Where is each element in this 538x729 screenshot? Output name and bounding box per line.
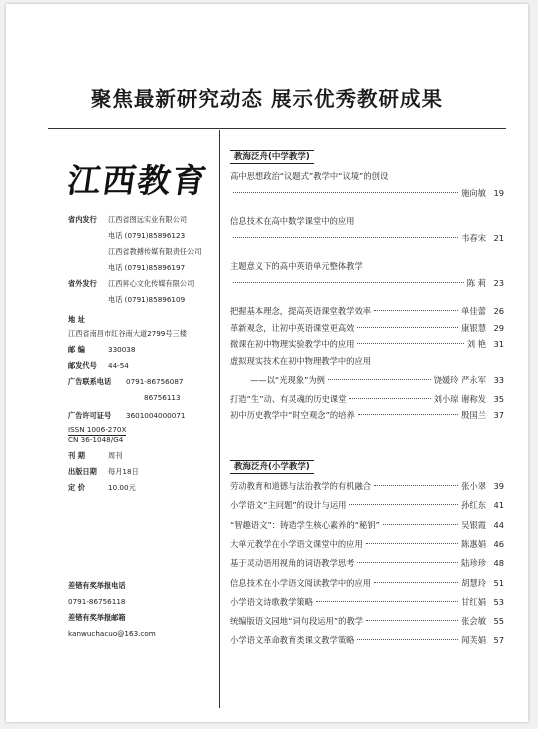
info-value: 330038 (108, 345, 136, 354)
info-value: 电话 (0791)85896109 (108, 295, 186, 304)
page-number: 57 (493, 635, 504, 646)
toc-entry[interactable] (230, 519, 504, 531)
toc-entry[interactable] (230, 374, 504, 386)
info-label: 广告许可证号 (68, 411, 112, 420)
article-title: 高中思想政治“议题式”教学中“议境”的创设 (230, 171, 389, 181)
article-title: 虚拟现实技术在初中物理教学中的应用 (230, 355, 372, 366)
page-number: 53 (493, 596, 504, 607)
toc-entry[interactable] (230, 499, 504, 511)
article-author: 张小翠 (461, 481, 486, 491)
leader-dots (349, 398, 430, 399)
info-label: 邮发代号 (68, 361, 97, 370)
leader-dots (328, 379, 431, 380)
article-title: 微课在初中物理实验教学中的应用 (230, 339, 355, 349)
leader-dots (383, 524, 458, 525)
page-headline: 聚焦最新研究动态 展示优秀教研成果 (90, 87, 444, 111)
article-title: 劳动教育和道德与法治教学的有机融合 (230, 481, 372, 491)
info-label: 广告联系电话 (68, 377, 112, 386)
toc-entry[interactable] (230, 577, 504, 589)
toc-entry[interactable] (230, 305, 504, 317)
info-value: 江西省图远实业有限公司 (108, 215, 188, 224)
info-value: 44-54 (108, 361, 129, 370)
info-label: 地 址 (68, 315, 85, 324)
page-number: 29 (493, 322, 504, 333)
toc-entry[interactable] (230, 634, 504, 646)
leader-dots (374, 310, 458, 311)
article-author: 康银慧 (461, 322, 486, 333)
toc-entry[interactable] (230, 277, 504, 289)
report-phone: 0791-86756118 (68, 597, 126, 606)
article-author: 陈 莉 (466, 278, 486, 288)
toc-entry[interactable] (230, 596, 504, 608)
article-title: 基于灵动语用视角的词语教学思考 (230, 558, 355, 569)
article-author: 张会敏 (461, 616, 486, 627)
report-email: kanwuchacuo@163.com (68, 629, 156, 638)
toc-entry[interactable] (230, 232, 504, 244)
info-value: 0791-86756087 (126, 377, 184, 386)
info-value: ISSN 1006-270X (68, 425, 127, 434)
page-number: 41 (493, 500, 504, 511)
toc-entry[interactable] (230, 322, 504, 334)
page-number: 48 (493, 558, 504, 569)
article-title: 大单元教学在小学语文课堂中的应用 (230, 538, 363, 549)
article-title: 小学语文“主问题”的设计与运用 (230, 500, 347, 511)
page-number: 44 (493, 519, 504, 530)
article-author: 单佳蕾 (461, 306, 486, 316)
article-author: 殷国兰 (461, 410, 486, 420)
report-email-title: 差错有奖举报邮箱 (68, 613, 126, 622)
info-value: 3601004000071 (126, 411, 186, 420)
article-author: 饶媛玲 严永军 (433, 374, 486, 385)
article-title: “智趣语文”：铸造学生核心素养的“秘钥” (230, 519, 380, 530)
info-value: 江西省教搏传媒有限责任公司 (108, 247, 202, 256)
toc-entry[interactable] (230, 615, 504, 627)
info-value: 每月18日 (108, 467, 139, 476)
leader-dots (357, 639, 458, 640)
info-label: 刊 期 (68, 451, 85, 460)
page-number: 39 (493, 481, 504, 491)
leader-dots (357, 327, 458, 328)
leader-dots (366, 620, 458, 621)
info-value: 周刊 (108, 451, 123, 460)
info-value: 电话 (0791)85896123 (108, 231, 186, 240)
page-number: 55 (493, 616, 504, 627)
info-value: 江西昇心文化传媒有限公司 (108, 279, 195, 288)
leader-dots (374, 582, 458, 583)
info-value: 江西省南昌市红谷南大道2799号三楼 (68, 329, 187, 338)
toc-entry[interactable] (230, 187, 504, 199)
info-value: 10.00元 (108, 483, 136, 492)
article-title: 主题意义下的高中英语单元整体教学 (230, 261, 363, 271)
article-author: 韦春宋 (461, 233, 486, 243)
page-number: 51 (493, 577, 504, 588)
leader-dots (316, 601, 458, 602)
leader-dots (366, 543, 458, 544)
magazine-logo: 江西教育 (64, 161, 211, 200)
page (6, 4, 528, 722)
column-divider (219, 130, 220, 708)
article-author: 陆珍珍 (461, 558, 486, 569)
leader-dots (357, 343, 463, 344)
info-label: 定 价 (68, 483, 85, 492)
leader-dots (233, 192, 458, 193)
page-number: 26 (493, 306, 504, 316)
page-number: 46 (493, 538, 504, 549)
page-number: 35 (493, 393, 504, 404)
article-title: 初中历史教学中“时空观念”的培养 (230, 410, 355, 420)
article-title: 统编版语文园地“词句段运用”的教学 (230, 616, 364, 627)
article-author: 刘 艳 (466, 339, 486, 349)
info-label: 省内发行 (68, 215, 97, 224)
article-author: 胡慧玲 (461, 577, 486, 588)
section-header: 教海泛舟(中学教学) (230, 150, 314, 164)
article-title: ——以“光现象”为例 (250, 374, 325, 385)
toc-entry[interactable] (230, 557, 504, 569)
article-author: 闻芙娟 (461, 635, 486, 646)
info-label: 省外发行 (68, 279, 97, 288)
article-title: 把握基本理念，提高英语课堂教学效率 (230, 306, 372, 316)
article-author: 孙红东 (461, 500, 486, 511)
toc-entry[interactable] (230, 480, 504, 492)
page-number: 21 (493, 233, 504, 243)
info-value: 电话 (0791)85896197 (108, 263, 186, 272)
toc-entry[interactable] (230, 409, 504, 421)
page-number: 31 (493, 339, 504, 349)
article-title: 信息技术在高中数学课堂中的应用 (230, 216, 355, 226)
article-title: 小学语文诗歌教学策略 (230, 596, 313, 607)
toc-entry[interactable] (230, 538, 504, 550)
report-phone-title: 差错有奖举报电话 (68, 581, 126, 590)
info-label: 出版日期 (68, 467, 97, 476)
leader-dots (358, 414, 458, 415)
article-title: 打造“生”动、有灵魂的历史课堂 (230, 393, 347, 404)
leader-dots (374, 485, 458, 486)
article-author: 陈惠娟 (461, 538, 486, 549)
page-number: 23 (493, 278, 504, 288)
article-title: 革新观念，让初中英语课堂更高效 (230, 322, 355, 333)
article-author: 吴银霞 (461, 519, 486, 530)
leader-dots (357, 562, 458, 563)
article-author: 甘红娟 (461, 596, 486, 607)
leader-dots (233, 282, 464, 283)
leader-dots (349, 504, 458, 505)
page-number: 19 (493, 188, 504, 198)
article-title: 小学语文革命教育类课文教学策略 (230, 635, 355, 646)
leader-dots (233, 237, 458, 238)
toc-entry[interactable] (230, 338, 504, 350)
top-rule (48, 128, 506, 129)
section-header: 教海泛舟(小学教学) (230, 460, 314, 474)
article-author: 施向敏 (461, 188, 486, 198)
page-number: 33 (493, 374, 504, 385)
page-number: 37 (493, 410, 504, 420)
info-label: 邮 编 (68, 345, 85, 354)
info-value: 86756113 (144, 393, 181, 402)
article-title: 信息技术在小学语文阅读教学中的应用 (230, 577, 372, 588)
toc-entry[interactable] (230, 393, 504, 405)
info-value: CN 36-1048/G4 (68, 435, 124, 444)
article-author: 刘小琼 谢称发 (433, 393, 486, 404)
